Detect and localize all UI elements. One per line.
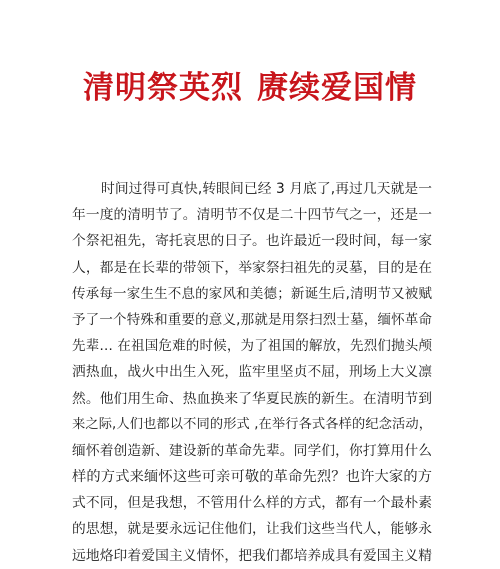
body-line-8: 洒热血，战火中出生入死，监牢里坚贞不屈，刑场上大义凛 (72, 364, 432, 381)
body-line-7: 先辈… 在祖国危难的时候，为了祖国的解放，先烈们抛头颅 (72, 338, 432, 355)
title-part-2: 赓续爱国情 (257, 70, 417, 106)
body-line-6: 予了一个特殊和重要的意义,那就是用祭扫烈士墓，缅怀革命 (72, 311, 432, 328)
body-line-3: 个祭祀祖先，寄托哀思的日子。也许最近一段时间，每一家 (72, 233, 432, 250)
body-line-5: 传承每一家生生不息的家风和美德；新诞生后,清明节又被赋 (72, 285, 432, 302)
body-line-4: 人，都是在长辈的带领下，举家祭扫祖先的灵墓，目的是在 (72, 259, 432, 276)
body-line-1: 时间过得可真快,转眼间已经 3 月底了,再过几天就是一 (101, 181, 432, 197)
body-line-11: 缅怀着创造新、建设新的革命先辈。同学们，你打算用什么 (72, 442, 432, 459)
body-line-10: 来之际,人们也都以不同的形式 ,在举行各式各样的纪念活动， (72, 416, 432, 432)
body-line-9: 然。他们用生命、热血换来了华夏民族的新生。在清明节到 (72, 390, 432, 407)
body-line-12: 样的方式来缅怀这些可亲可敬的革命先烈？也许大家的方 (72, 469, 432, 486)
title-part-1: 清明祭英烈 (83, 70, 243, 106)
body-line-2: 年一度的清明节了。清明节不仅是二十四节气之一，还是一 (72, 207, 432, 224)
body-line-13: 式不同，但是我想，不管用什么样的方式，都有一个最朴素 (72, 495, 432, 512)
article-title (0, 68, 500, 108)
body-line-14: 的思想，就是要永远记住他们，让我们这些当代人，能够永 (72, 521, 432, 538)
article-body (72, 176, 432, 569)
body-line-15: 远地烙印着爱国主义情怀，把我们都培养成具有爱国主义精 (72, 547, 432, 564)
